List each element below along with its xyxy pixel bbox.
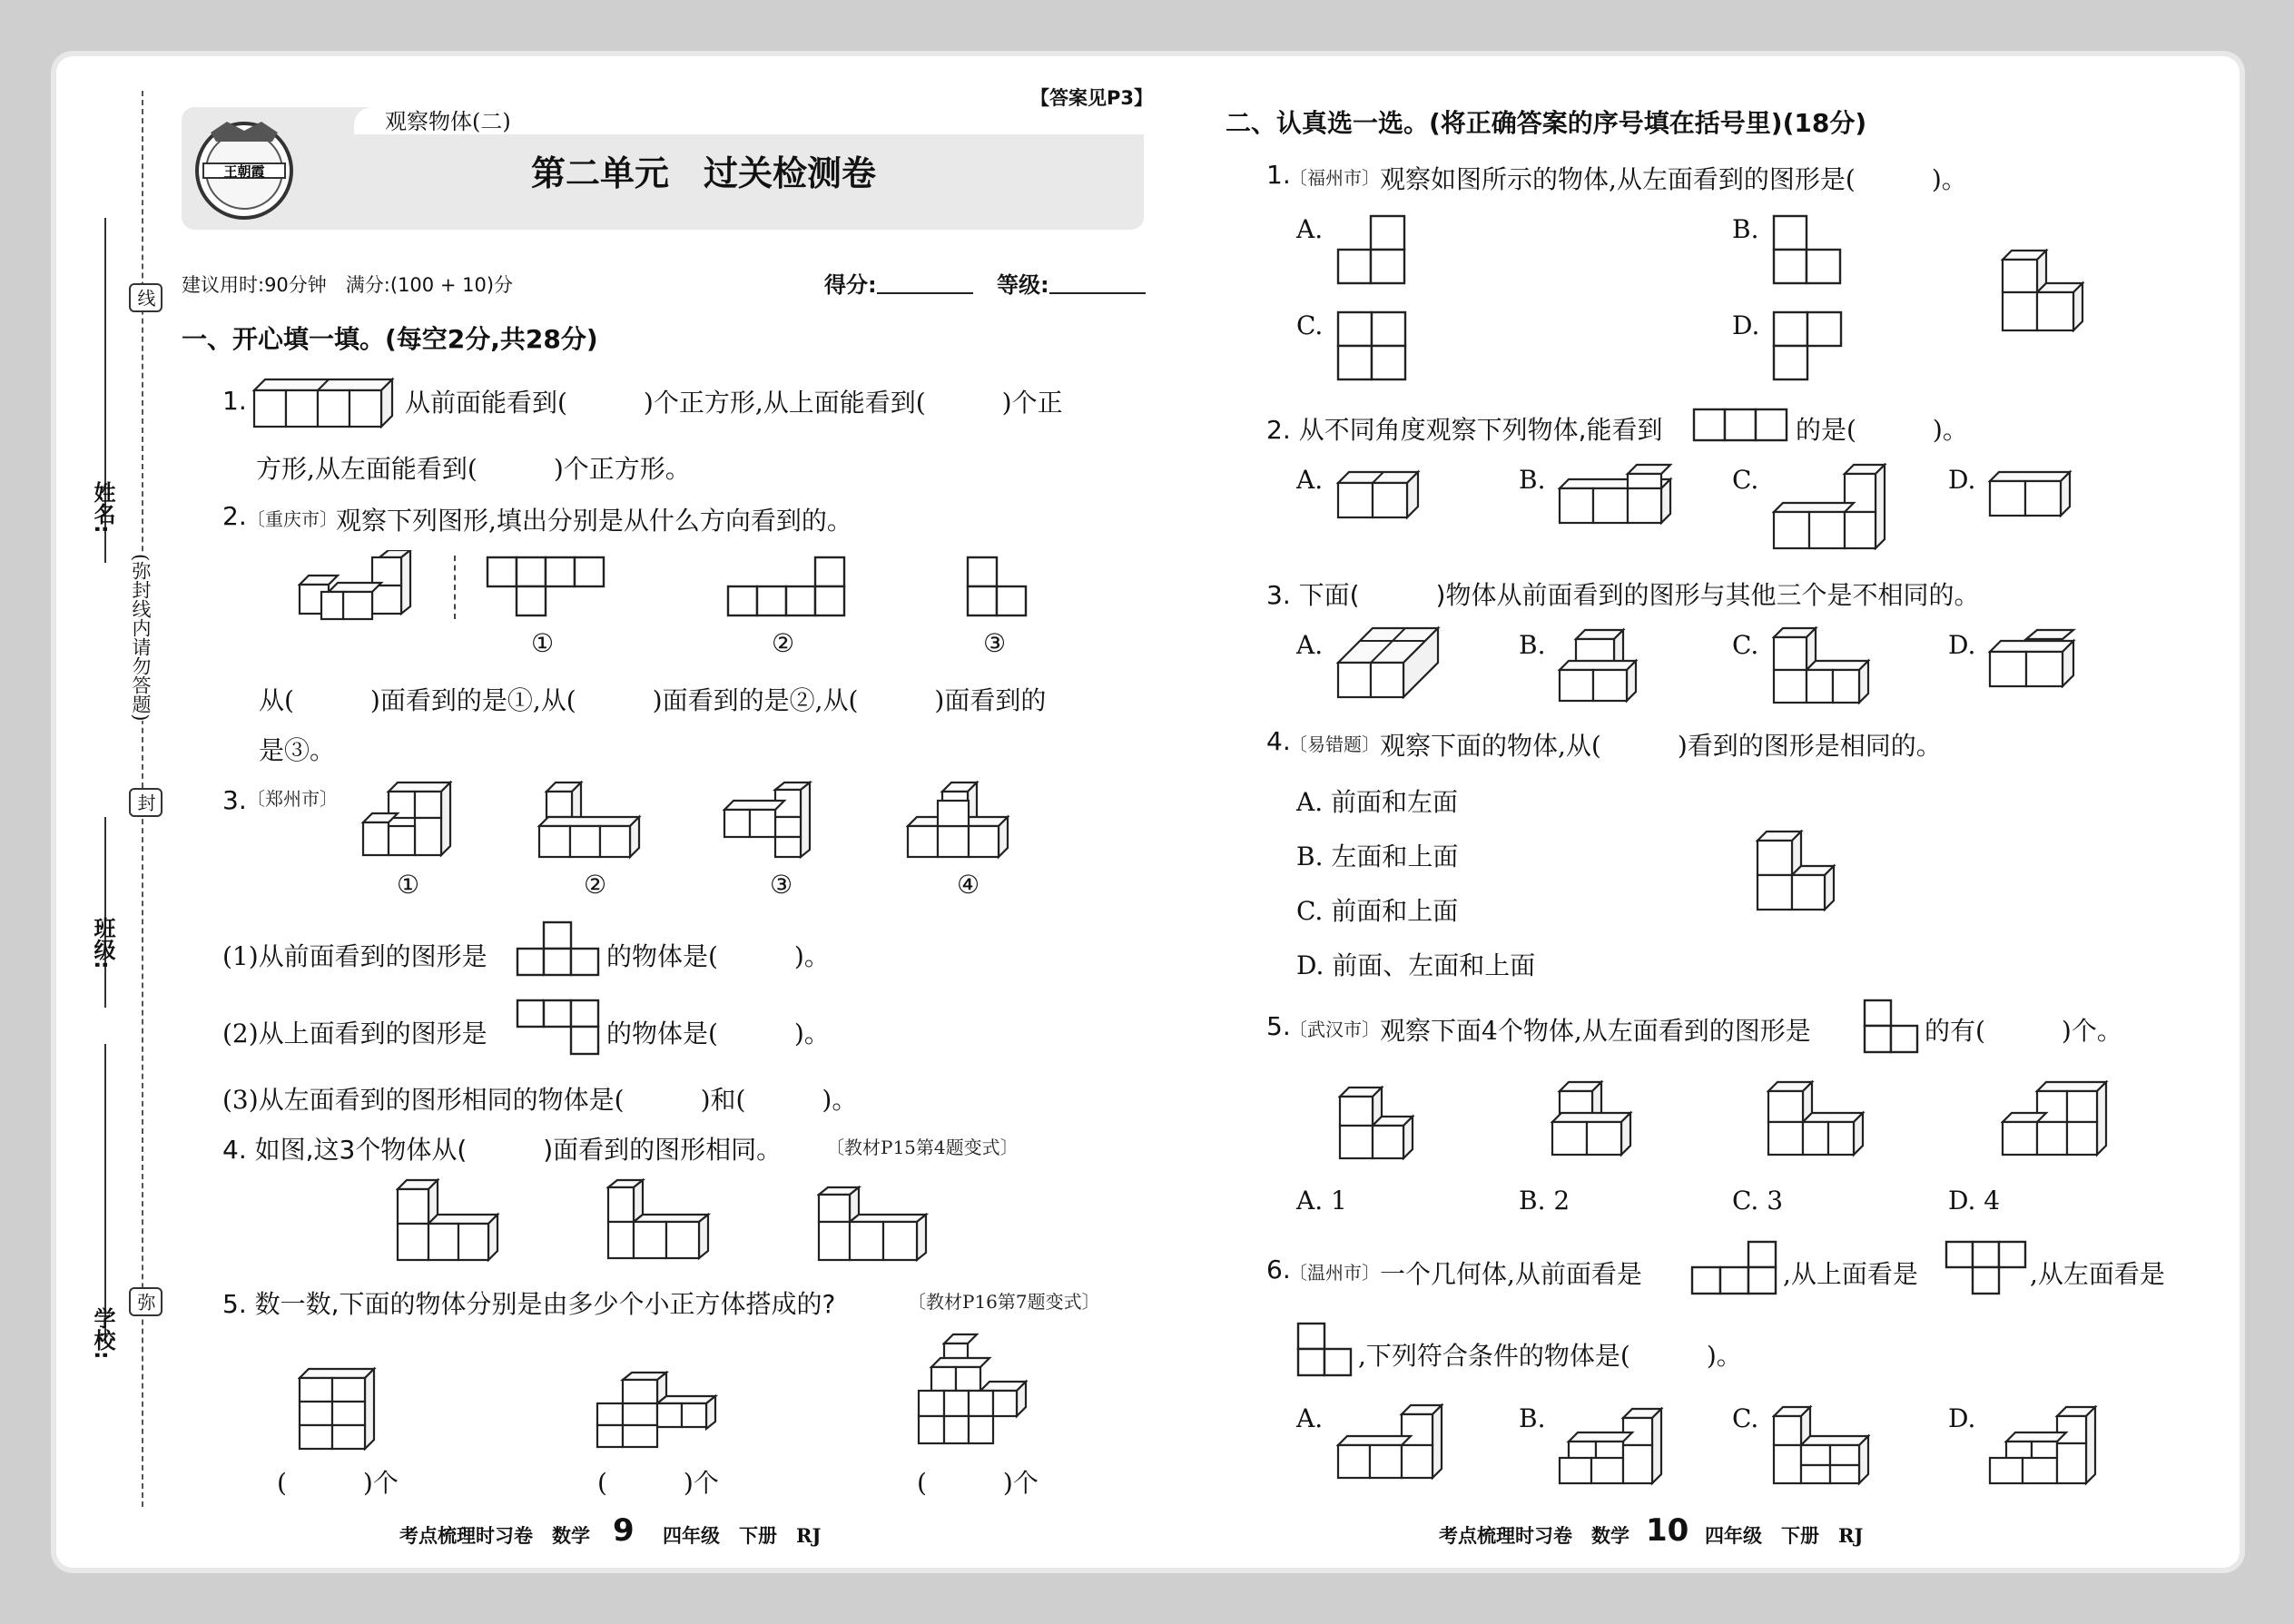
r-q3-solid-b [1558, 626, 1641, 704]
r-q6-option-b: B. [1519, 1403, 1546, 1433]
score-label: 得分: [824, 272, 877, 298]
q1-text-line1: 从前面能看到( )个正方形,从上面能看到( )个正 [405, 388, 1063, 418]
r-q5-solid-a [1338, 1086, 1418, 1160]
q2-divider [454, 556, 456, 619]
r-q3-option-b: B. [1519, 630, 1546, 660]
r-q2-text: 2. 从不同角度观察下列物体,能看到 [1266, 415, 1663, 445]
r-q6-left-view [1296, 1322, 1353, 1378]
r-q5-number: 5. [1266, 1011, 1291, 1041]
r-q3-solid-d [1988, 628, 2079, 688]
r-q3-option-a: A. [1296, 630, 1324, 660]
q3-1-text: (1)从前面看到的图形是 [222, 941, 487, 971]
school-label: 学校: [90, 1307, 115, 1360]
r-q4-option-c: C. 前面和上面 [1296, 896, 1459, 926]
page-title: 第二单元 过关检测卷 [531, 153, 877, 193]
q5-solid-3 [917, 1333, 1031, 1447]
grade-field[interactable] [1049, 292, 1146, 294]
q2-view-1 [486, 556, 607, 619]
r-q3-option-d: D. [1948, 630, 1976, 660]
r-q6-text-c: ,从左面看是 [2030, 1259, 2165, 1289]
q3-source-tag: 〔郑州市〕 [247, 788, 338, 810]
q2-answer-line1: 从( )面看到的是①,从( )面看到的是②,从( )面看到的 [259, 685, 1047, 715]
r-q5-source-tag: 〔武汉市〕 [1289, 1019, 1380, 1040]
q2-label-2: ② [772, 628, 795, 658]
q4-solid-2 [606, 1178, 714, 1262]
r-q3-text: 3. 下面( )物体从前面看到的图形与其他三个是不相同的。 [1266, 580, 1980, 610]
r-q6-option-c: C. [1732, 1403, 1759, 1433]
binding-xian: 线 [129, 283, 162, 312]
q5-text: 5. 数一数,下面的物体分别是由多少个小正方体搭成的? [222, 1289, 836, 1319]
r-q6-top-view [1944, 1240, 2028, 1296]
r-q4-solid [1756, 830, 1839, 911]
r-q5-option-d: D. 4 [1948, 1186, 2001, 1216]
binding-feng: 封 [129, 788, 162, 817]
q2-source-tag: 〔重庆市〕 [247, 508, 338, 530]
r-q5-solid-c [1767, 1080, 1868, 1158]
r-q2-solid-c [1772, 463, 1890, 550]
q3-label-3: ③ [770, 870, 793, 900]
q2-text: 观察下列图形,填出分别是从什么方向看到的。 [336, 506, 852, 536]
r-q4-option-a: A. 前面和左面 [1296, 787, 1459, 817]
r-q2-option-b: B. [1519, 465, 1546, 495]
q2-label-3: ③ [983, 628, 1007, 658]
q3-1-answer: 的物体是( )。 [606, 941, 830, 971]
r-q6-solid-b [1558, 1407, 1670, 1487]
r-q6-solid-a [1336, 1403, 1449, 1481]
q2-label-1: ① [531, 628, 555, 658]
q3-2-answer: 的物体是( )。 [606, 1019, 830, 1048]
footer-right-grade: 四年级 下册 RJ [1705, 1524, 1864, 1547]
r-q6-solid-d [1988, 1405, 2101, 1487]
q5-solid-1 [298, 1367, 379, 1451]
binding-note: (弥封线内请勿答题) [127, 554, 154, 721]
q5-answer-3: ( )个 [917, 1468, 1039, 1498]
r-q1-source-tag: 〔福州市〕 [1289, 167, 1380, 189]
r-q1-option-b: B. [1732, 214, 1759, 244]
r-q2-option-a: A. [1296, 465, 1324, 495]
q5-source-tag: 〔教材P16第7题变式〕 [908, 1291, 1100, 1313]
r-q6-text-a: 一个几何体,从前面看是 [1380, 1259, 1642, 1289]
r-q5-option-c: C. 3 [1732, 1186, 1784, 1216]
q1-text-line2: 方形,从左面能看到( )个正方形。 [256, 454, 691, 484]
r-q3-solid-c [1772, 626, 1874, 704]
r-q6-text-d: ,下列符合条件的物体是( )。 [1358, 1341, 1742, 1371]
q4-solid-3 [817, 1186, 931, 1264]
q5-solid-2 [596, 1371, 721, 1449]
q3-2-view [516, 999, 601, 1057]
r-q1-solid [2001, 249, 2088, 332]
q5-answer-1: ( )个 [277, 1468, 399, 1498]
time-info: 建议用时:90分钟 满分:(100 + 10)分 [182, 274, 514, 296]
r-q6-number: 6. [1266, 1255, 1291, 1284]
r-q2-view [1692, 408, 1790, 442]
q3-solid-2 [537, 781, 645, 861]
class-label: 班级: [90, 917, 115, 969]
r-q1-number: 1. [1266, 160, 1291, 190]
r-q1-view-a [1336, 214, 1409, 287]
q1-number: 1. [222, 386, 247, 416]
q3-solid-3 [723, 781, 822, 861]
footer-left-grade: 四年级 下册 RJ [663, 1524, 822, 1547]
r-q6-option-d: D. [1948, 1403, 1976, 1433]
q3-label-4: ④ [957, 870, 980, 900]
page-number-right: 10 [1646, 1512, 1689, 1549]
q3-solid-1 [361, 781, 456, 861]
name-label: 姓名: [90, 481, 115, 534]
section1-title: 一、开心填一填。(每空2分,共28分) [182, 324, 598, 354]
r-q6-solid-c [1772, 1405, 1874, 1487]
binding-line-class [104, 817, 106, 1008]
r-q1-option-d: D. [1732, 310, 1760, 340]
q3-3-text: (3)从左面看到的图形相同的物体是( )和( )。 [222, 1085, 858, 1115]
r-q2-text-end: 的是( )。 [1796, 415, 1968, 445]
unit-subtitle: 观察物体(二) [385, 109, 511, 134]
r-q3-option-c: C. [1732, 630, 1759, 660]
r-q2-solid-b [1558, 463, 1678, 525]
r-q6-option-a: A. [1296, 1403, 1324, 1433]
q3-1-view [516, 920, 601, 977]
r-q5-option-b: B. 2 [1519, 1186, 1570, 1216]
score-field[interactable] [877, 292, 973, 294]
r-q1-view-d [1772, 310, 1845, 383]
r-q3-solid-a [1336, 626, 1443, 699]
grade-label: 等级: [997, 272, 1049, 298]
r-q4-text: 观察下面的物体,从( )看到的图形是相同的。 [1380, 731, 1942, 761]
r-q5-solid-b [1551, 1080, 1636, 1158]
q2-answer-line2: 是③。 [259, 735, 336, 765]
r-q1-view-b [1772, 214, 1845, 287]
q5-answer-2: ( )个 [597, 1468, 719, 1498]
q2-solid-figure [298, 550, 425, 623]
r-q5-text-end: 的有( )个。 [1925, 1016, 2122, 1046]
r-q5-view [1863, 999, 1919, 1055]
answer-reference: 【答案见P3】 [1030, 87, 1154, 109]
r-q1-option-c: C. [1296, 310, 1324, 340]
r-q4-source-tag: 〔易错题〕 [1289, 733, 1380, 755]
r-q5-option-a: A. 1 [1296, 1186, 1347, 1216]
q4-text: 4. 如图,这3个物体从( )面看到的图形相同。 [222, 1135, 783, 1165]
r-q4-option-d: D. 前面、左面和上面 [1296, 950, 1536, 980]
q3-label-1: ① [397, 870, 420, 900]
r-q1-option-a: A. [1296, 214, 1324, 244]
r-q2-option-c: C. [1732, 465, 1759, 495]
q3-2-text: (2)从上面看到的图形是 [222, 1019, 487, 1048]
r-q2-option-d: D. [1948, 465, 1976, 495]
r-q5-text: 观察下面4个物体,从左面看到的图形是 [1380, 1016, 1811, 1046]
footer-right-series: 考点梳理时习卷 数学 [1439, 1524, 1629, 1547]
q3-label-2: ② [584, 870, 607, 900]
publisher-logo [191, 114, 298, 221]
r-q6-front-view [1690, 1240, 1779, 1296]
r-q4-option-b: B. 左面和上面 [1296, 842, 1459, 871]
q3-solid-4 [906, 781, 1013, 861]
r-q2-solid-d [1988, 467, 2075, 517]
r-q6-text-b: ,从上面看是 [1783, 1259, 1918, 1289]
footer-left-series: 考点梳理时习卷 数学 [399, 1524, 590, 1547]
q2-view-2 [726, 556, 848, 619]
r-q4-number: 4. [1266, 726, 1291, 756]
q1-figure [252, 372, 399, 428]
r-q2-solid-a [1336, 467, 1423, 521]
binding-line-school [104, 1044, 106, 1343]
q4-source-tag: 〔教材P15第4题变式〕 [826, 1137, 1019, 1158]
q4-solid-1 [396, 1178, 503, 1262]
q3-number: 3. [222, 785, 247, 815]
logo-text: 王朝霞 [223, 163, 265, 180]
binding-mi: 弥 [129, 1287, 162, 1316]
r-q6-source-tag: 〔温州市〕 [1289, 1262, 1380, 1284]
page-number-left: 9 [613, 1512, 635, 1549]
r-q1-text: 观察如图所示的物体,从左面看到的图形是( )。 [1380, 164, 1967, 194]
r-q5-solid-d [2001, 1080, 2113, 1158]
section2-title: 二、认真选一选。(将正确答案的序号填在括号里)(18分) [1226, 108, 1867, 138]
r-q1-view-c [1336, 310, 1409, 383]
q2-number: 2. [222, 501, 247, 531]
q2-view-3 [966, 556, 1029, 619]
